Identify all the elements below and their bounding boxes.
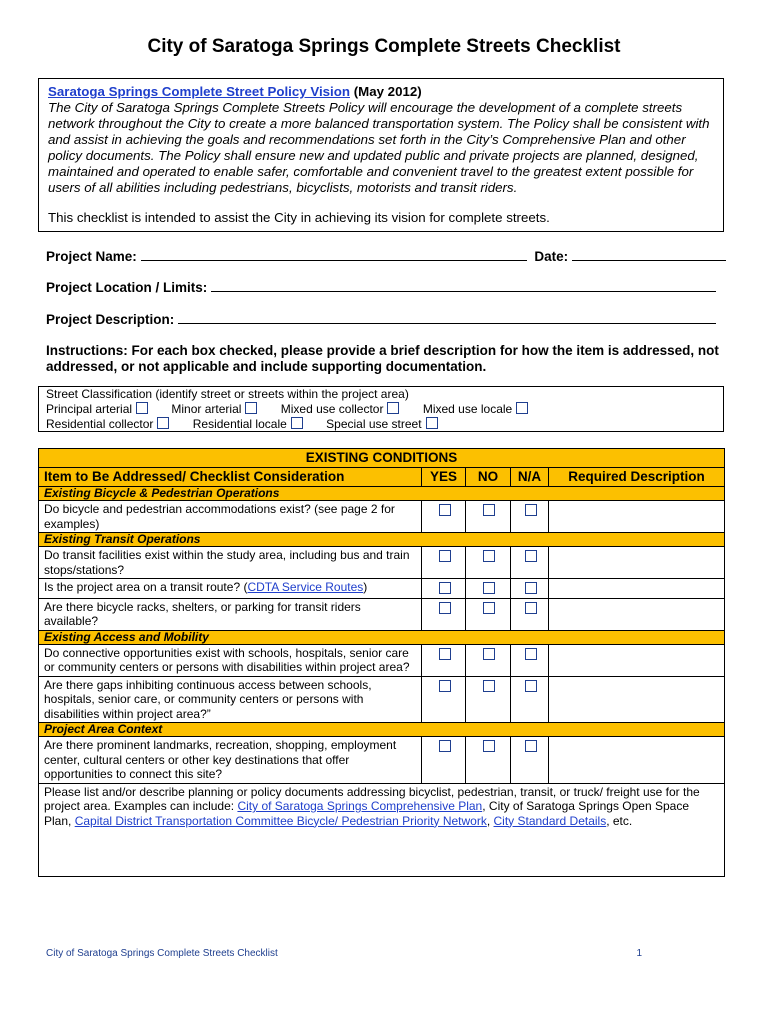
table-row [39,737,725,784]
no-checkbox[interactable] [483,602,495,614]
option-label: Minor arterial [171,402,242,416]
mixed-use-collector-checkbox[interactable] [387,402,399,414]
special-use-street-checkbox[interactable] [426,417,438,429]
vision-heading [48,84,714,100]
yes-checkbox[interactable] [439,680,451,692]
na-checkbox[interactable] [525,648,537,660]
item-text: Are there gaps inhibiting continuous access between schools, hospitals, senior care, or community centers or persons with disabilities within project area?” [39,676,422,723]
na-checkbox[interactable] [525,582,537,594]
description-cell[interactable] [549,579,725,599]
option-label: Principal arterial [46,402,133,416]
footer [46,948,642,959]
description-cell[interactable] [549,598,725,630]
no-checkbox[interactable] [483,582,495,594]
comprehensive-plan-link[interactable]: City of Saratoga Springs Comprehensive Plan [237,799,483,813]
project-description-row [46,311,716,327]
table-row [39,783,725,876]
project-name-row [46,248,726,264]
planning-documents-cell[interactable]: Please list and/or describe planning or policy documents addressing bicyclist, pedestrian, transit, or truck/ freight use for the project area. Examples can include: City of Saratoga Springs Comprehensive Plan, City of Saratoga Springs Open Space Plan, Capital District Transportation Committee Bicycle/ Pedestrian Priority Network, City Standard Details, etc. [39,783,725,876]
no-checkbox[interactable] [483,550,495,562]
page-title: City of Saratoga Springs Complete Streets Checklist [147,36,621,57]
city-standard-details-link[interactable]: City Standard Details [493,813,607,828]
description-cell[interactable] [549,547,725,579]
project-location-field[interactable] [211,279,716,292]
policy-vision-link[interactable]: Saratoga Springs Complete Street Policy Vision [48,84,350,99]
project-description-field[interactable] [178,311,716,324]
minor-arterial-checkbox[interactable] [245,402,257,414]
option-label: Mixed use collector [280,402,384,416]
no-checkbox[interactable] [483,504,495,516]
mixed-use-locale-checkbox[interactable] [516,402,528,414]
section-title: Existing Bicycle & Pedestrian Operations [39,487,725,501]
page-number: 1 [636,948,642,959]
description-cell[interactable] [549,737,725,784]
section-title: Project Area Context [39,723,725,737]
option-label: Special use street [326,417,422,431]
policy-vision-box [38,78,724,232]
project-name-label: Project Name: [46,249,137,264]
no-checkbox[interactable] [483,648,495,660]
table-row [39,501,725,533]
project-description-label: Project Description: [46,312,175,327]
residential-locale-checkbox[interactable] [291,417,303,429]
yes-checkbox[interactable] [439,550,451,562]
item-text: Is the project area on a transit route? (CDTA Service Routes) [39,579,422,599]
col-header-item: Item to Be Addressed/ Checklist Consideration [39,468,422,487]
item-text: Are there bicycle racks, shelters, or parking for transit riders available? [39,598,422,630]
option-label: Residential locale [192,417,287,431]
no-checkbox[interactable] [483,740,495,752]
col-header-no: NO [466,468,511,487]
vision-note: This checklist is intended to assist the City in achieving its vision for complete streets. [48,210,550,225]
item-text: Do bicycle and pedestrian accommodations exist? (see page 2 for examples) [39,501,422,533]
na-checkbox[interactable] [525,602,537,614]
vision-body: The City of Saratoga Springs Complete Streets Policy will encourage the development of a complete streets network throughout the City to create a more balanced transportation system. The Policy shall be consistent with and assist in achieving the goals and recommendations set forth in the City’s Comprehensive Plan and other policy documents. The Policy shall ensure new and updated public and private projects are planned, designed, maintained and operated to enable safer, comfortable and convenient travel to the greatest extent possible for users of all abilities including pedestrians, bicyclists, motorists and transit riders. [48,100,710,195]
project-location-row [46,279,716,295]
na-checkbox[interactable] [525,504,537,516]
table-row [39,579,725,599]
table-row [39,644,725,676]
classification-label: Street Classification (identify street or streets within the project area) [46,387,409,401]
no-checkbox[interactable] [483,680,495,692]
description-cell[interactable] [549,644,725,676]
existing-conditions-table [38,448,725,877]
project-name-field[interactable] [141,248,527,261]
cdtc-priority-network-link[interactable]: Capital District Transportation Committee Bicycle/ Pedestrian Priority Network [74,813,487,828]
date-field[interactable] [572,248,726,261]
classification-row-1 [46,402,716,417]
yes-checkbox[interactable] [439,602,451,614]
description-cell[interactable] [549,676,725,723]
description-cell[interactable] [549,501,725,533]
instructions: Instructions: For each box checked, please provide a brief description for how the item is addressed, not addressed, or not applicable and include supporting documentation. [46,343,719,374]
na-checkbox[interactable] [525,740,537,752]
table-row [39,676,725,723]
principal-arterial-checkbox[interactable] [136,402,148,414]
col-header-description: Required Description [549,468,725,487]
table-row [39,547,725,579]
residential-collector-checkbox[interactable] [157,417,169,429]
na-checkbox[interactable] [525,550,537,562]
item-text: Are there prominent landmarks, recreation, shopping, employment center, cultural centers or other key destinations that offer opportunities to connect this site? [39,737,422,784]
na-checkbox[interactable] [525,680,537,692]
yes-checkbox[interactable] [439,740,451,752]
classification-row-2 [46,417,716,432]
table-row [39,598,725,630]
cdta-service-routes-link[interactable]: CDTA Service Routes [247,580,364,594]
item-text: Do transit facilities exist within the study area, including bus and train stops/stations? [39,547,422,579]
table-heading: EXISTING CONDITIONS [39,449,725,468]
item-text: Do connective opportunities exist with schools, hospitals, senior care or community centers or persons with disabilities within project area? [39,644,422,676]
street-classification-box [38,386,724,432]
section-title: Existing Access and Mobility [39,630,725,644]
yes-checkbox[interactable] [439,582,451,594]
section-title: Existing Transit Operations [39,533,725,547]
option-label: Mixed use locale [422,402,513,416]
date-label: Date: [534,249,569,264]
option-label: Residential collector [46,417,154,431]
col-header-na: N/A [511,468,549,487]
vision-date: (May 2012) [353,84,422,99]
footer-text: City of Saratoga Springs Complete Streets Checklist [46,948,278,959]
col-header-yes: YES [422,468,466,487]
project-location-label: Project Location / Limits: [46,280,208,295]
yes-checkbox[interactable] [439,504,451,516]
yes-checkbox[interactable] [439,648,451,660]
